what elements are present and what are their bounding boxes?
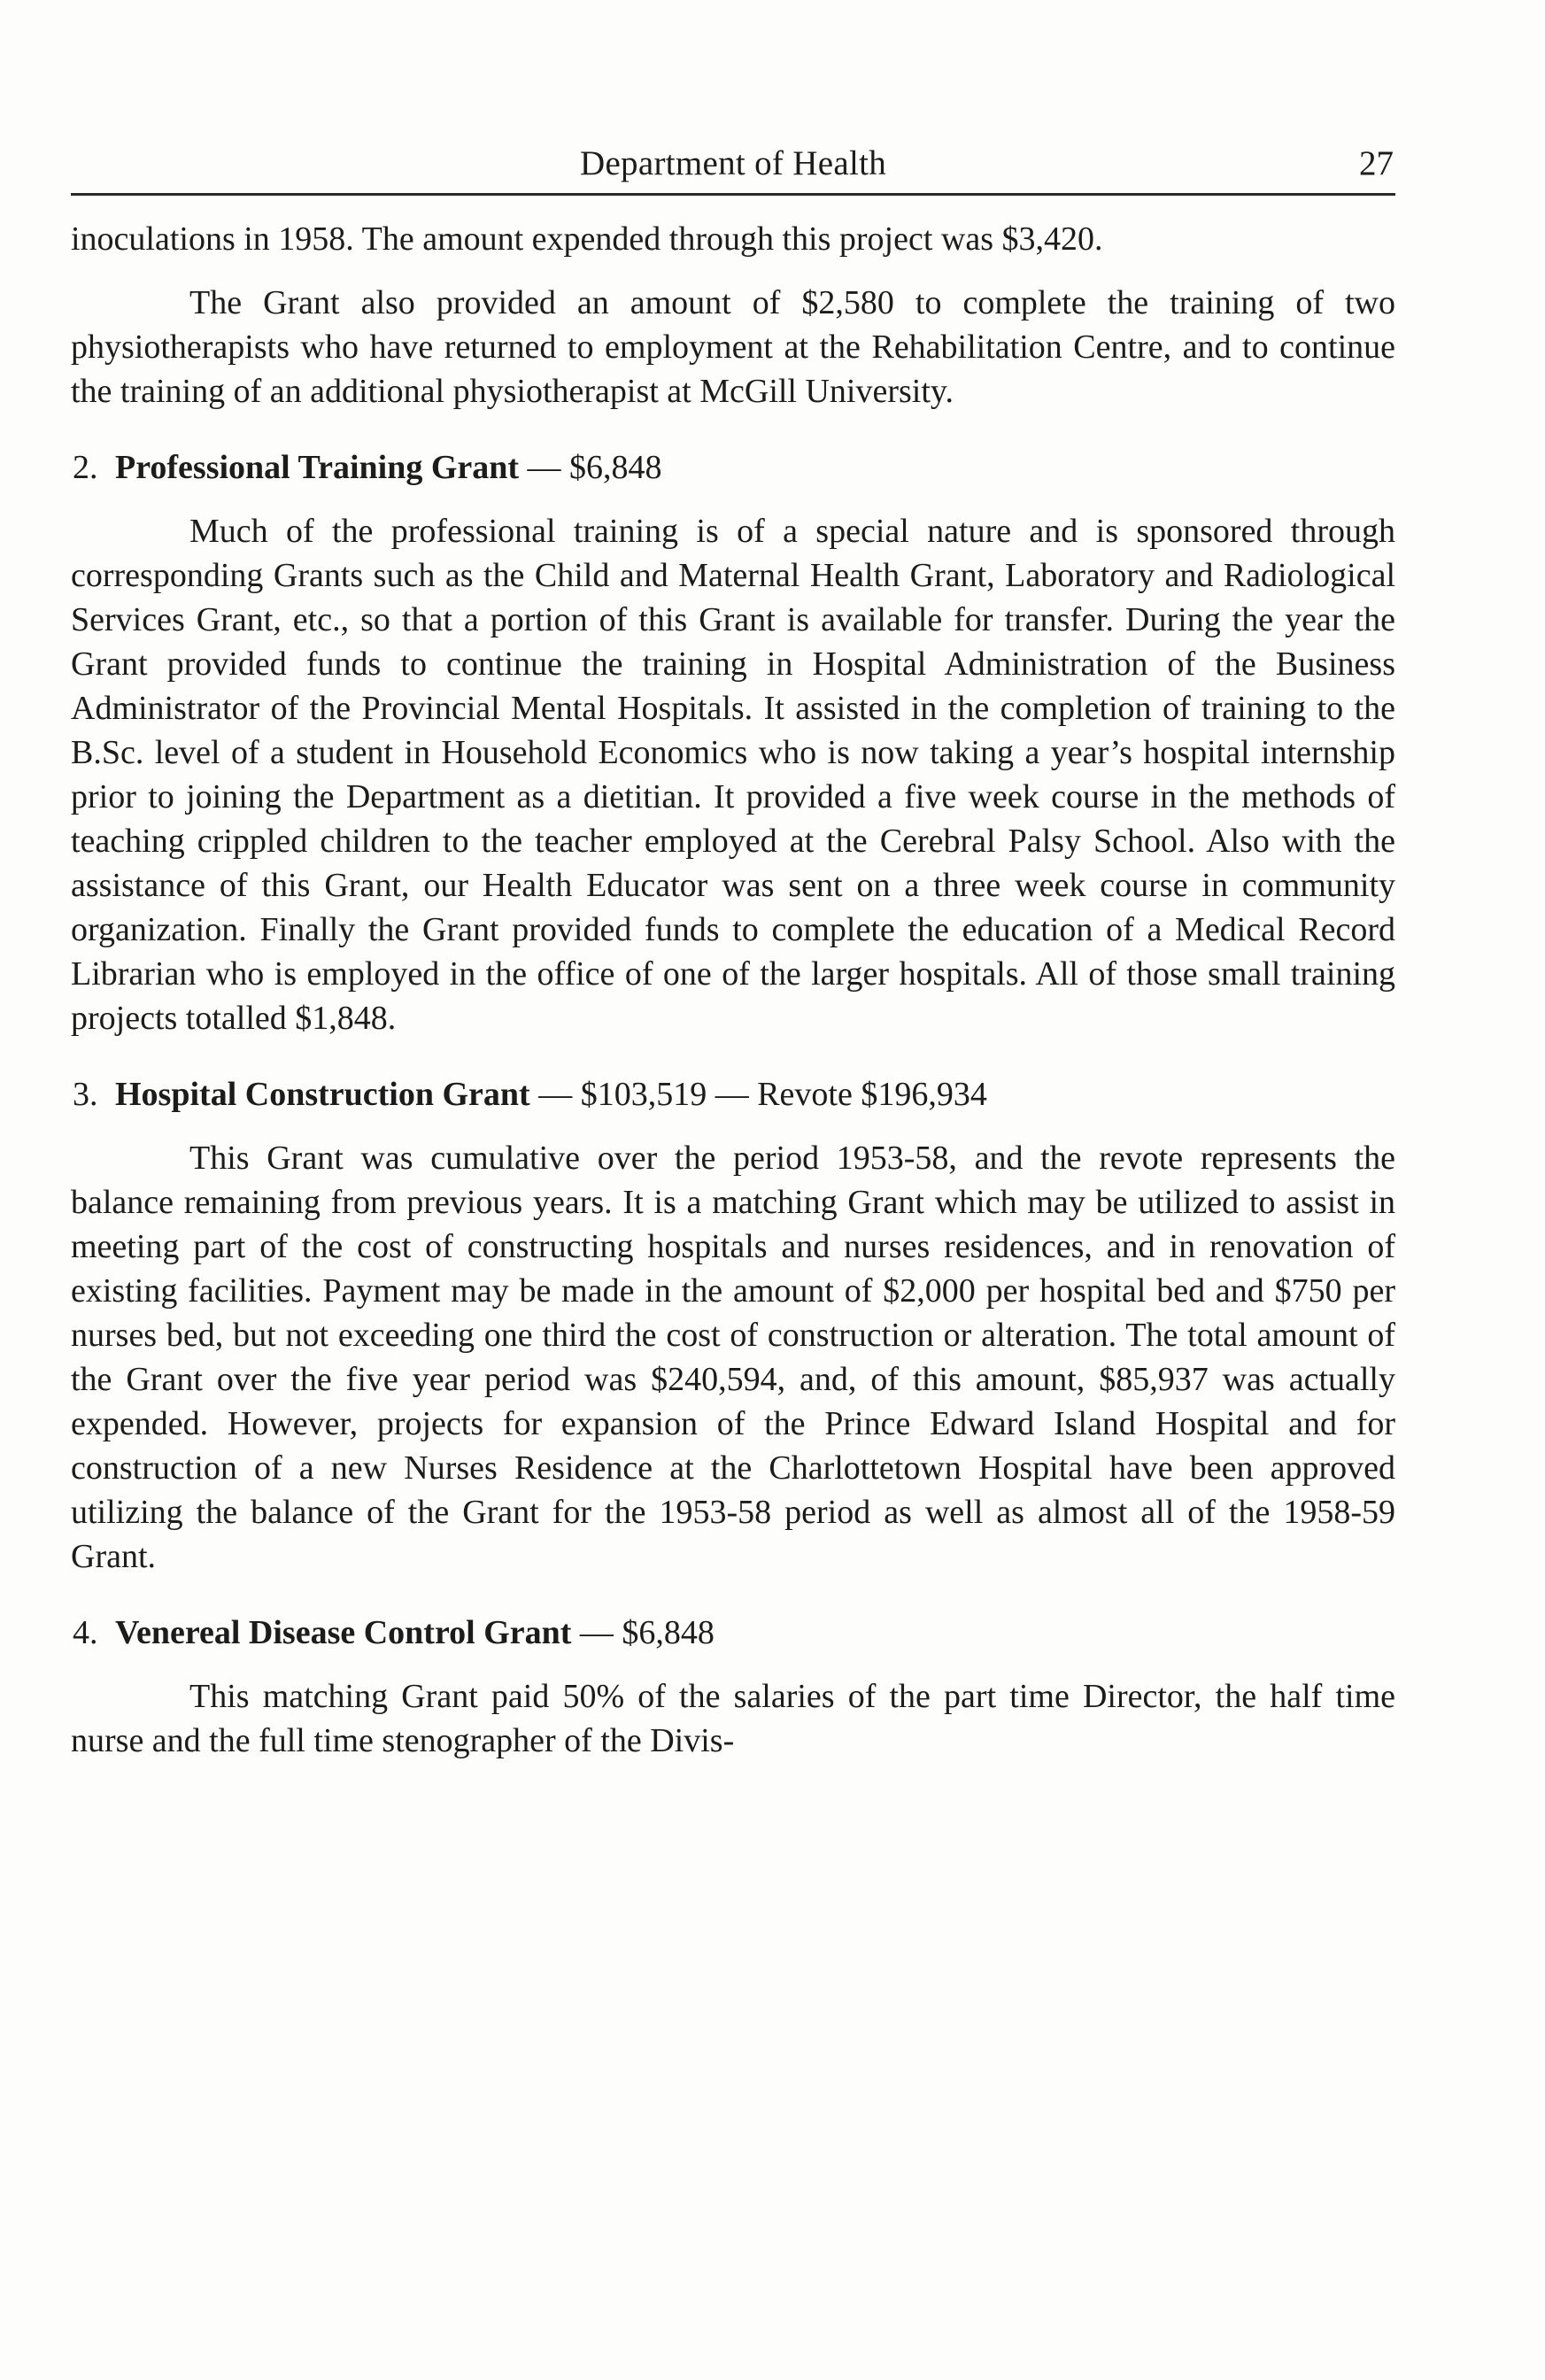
paragraph-physiotherapy: The Grant also provided an amount of $2,580 to complete the training of two physiotherapists who have returned to employment at the Rehabilitation Centre, and to continue the training of an additional physiotherapist at McGill University. — [71, 284, 1395, 410]
paragraph-hospital-construction: This Grant was cumulative over the period 1953-58, and the revote represents the balance remaining from previous years. It is a matching Grant which may be utilized to assist in meeting part of the cost of constructing hospitals and nurses residences, and in renovation of existing facilities. Payment may be made in the amount of $2,000 per hospital bed and $750 per nurses bed, but not exceeding one third the cost of construction or alteration. The total amount of the Grant over the five year period was $240,594, and, of this amount, $85,937 was actually expended. However, projects for expansion of the Prince Edward Island Hospital and for construction of a new Nurses Residence at the Charlottetown Hospital have been approved utilizing the balance of the Grant for the 1953-58 period as well as almost all of the 1958-59 Grant. — [71, 1140, 1395, 1575]
paragraph-continuation: inoculations in 1958. The amount expended through this project was $3,420. — [71, 220, 1103, 258]
page-body — [71, 217, 1395, 1763]
running-header — [71, 142, 1395, 196]
section-amount: — $6,848 — [527, 449, 662, 486]
section-heading-hospital-construction — [71, 1072, 1395, 1117]
section-number: 3. — [73, 1076, 98, 1113]
section-amount: — $6,848 — [579, 1614, 715, 1651]
paragraph-venereal-disease: This matching Grant paid 50% of the salaries of the part time Director, the half time nurse and the full time stenographer of the Divis- — [71, 1678, 1395, 1759]
section-title: Hospital Construction Grant — [115, 1076, 530, 1113]
page-number: 27 — [1359, 144, 1394, 182]
section-number: 4. — [73, 1614, 98, 1651]
paragraph-professional-training: Much of the professional training is of a special nature and is sponsored through corresponding Grants such as the Child and Maternal Health Grant, Laboratory and Radiological Services Grant, etc., so that a portion of this Grant is available for transfer. During the year the Grant provided funds to continue the training in Hospital Administration of the Business Administrator of the Provincial Mental Hospitals. It assisted in the completion of training to the B.Sc. level of a student in Household Economics who is now taking a year’s hospital internship prior to joining the Department as a dietitian. It provided a five week course in the methods of teaching crippled children to the teacher employed at the Cerebral Palsy School. Also with the assistance of this Grant, our Health Educator was sent on a three week course in community organization. Finally the Grant provided funds to complete the education of a Medical Record Librarian who is employed in the office of one of the larger hospitals. All of those small training projects totalled $1,848. — [71, 513, 1395, 1037]
document-page — [71, 142, 1395, 1763]
section-number: 2. — [73, 449, 98, 486]
section-heading-venereal-disease — [71, 1611, 1395, 1655]
section-title: Venereal Disease Control Grant — [115, 1614, 572, 1651]
header-title: Department of Health — [579, 144, 887, 182]
section-amount: — $103,519 — Revote $196,934 — [538, 1076, 987, 1113]
section-heading-professional-training — [71, 445, 1395, 490]
section-title: Professional Training Grant — [115, 449, 520, 486]
